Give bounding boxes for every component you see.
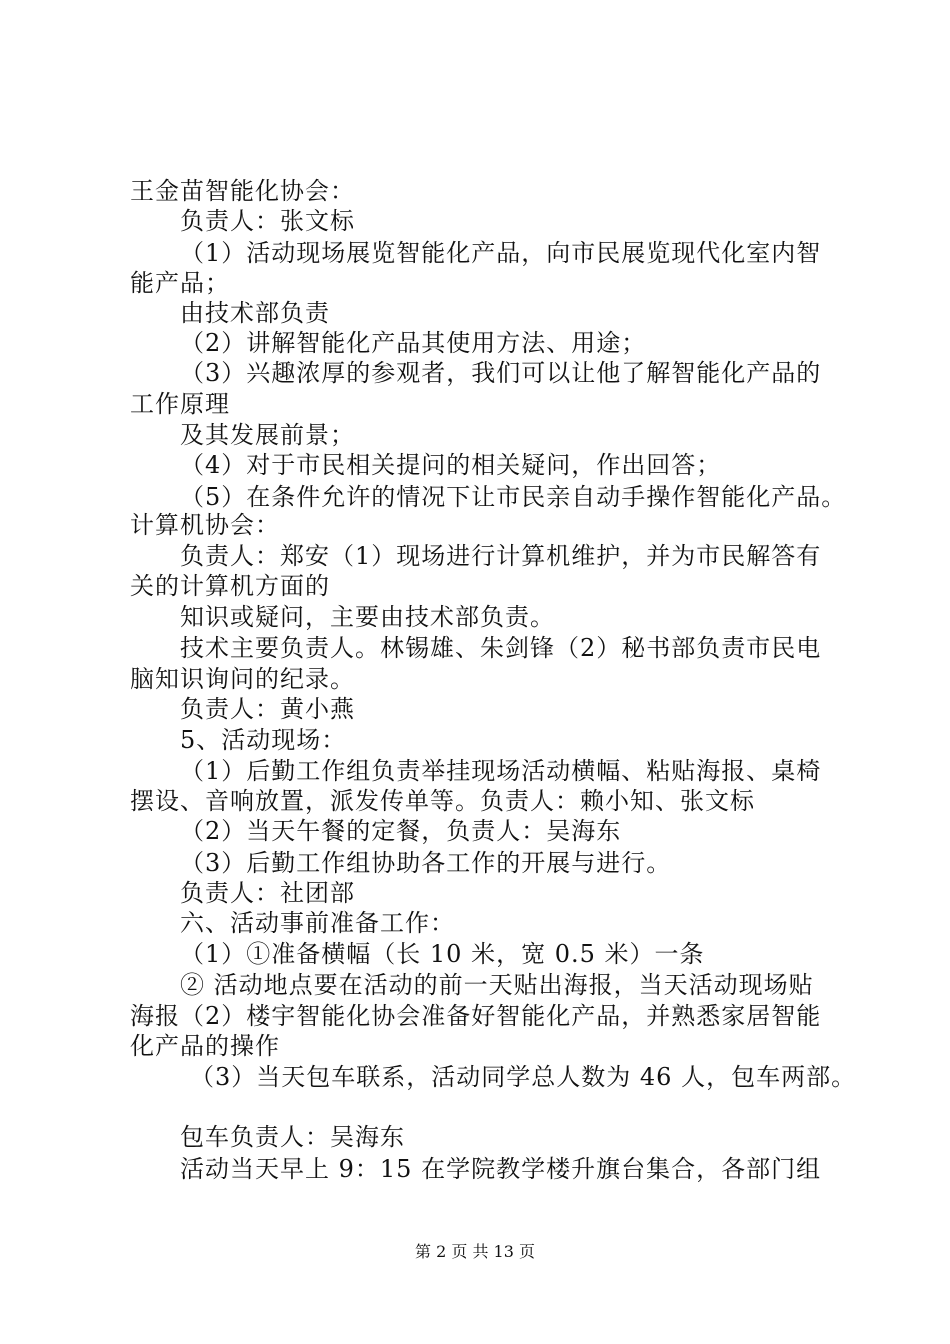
text-line: 脑知识询问的纪录。	[130, 665, 355, 693]
text-line: （1）后勤工作组负责举挂现场活动横幅、粘贴海报、桌椅	[180, 757, 822, 785]
text-line: 工作原理	[130, 390, 230, 418]
text-line: 摆设、音响放置，派发传单等。负责人：赖小知、张文标	[130, 787, 755, 815]
text-line: 由技术部负责	[180, 299, 330, 327]
text-line: 活动当天早上 9：15 在学院教学楼升旗台集合，各部门组	[180, 1155, 822, 1183]
text-line: 化产品的操作	[130, 1032, 280, 1060]
text-line: 技术主要负责人。林锡雄、朱剑锋（2）秘书部负责市民电	[180, 634, 822, 662]
text-line: （4）对于市民相关提问的相关疑问，作出回答；	[180, 451, 722, 479]
page-footer: 第 2 页 共 13 页	[415, 1242, 535, 1261]
text-line: （3）后勤工作组协助各工作的开展与进行。	[180, 849, 672, 877]
text-line: 负责人：张文标	[180, 207, 355, 235]
text-line: ② 活动地点要在活动的前一天贴出海报，当天活动现场贴	[180, 971, 814, 999]
text-line: （3）当天包车联系，活动同学总人数为 46 人，包车两部。	[190, 1063, 857, 1091]
text-line: 负责人：黄小燕	[180, 695, 355, 723]
text-line: 负责人：郑安（1）现场进行计算机维护，并为市民解答有	[180, 542, 822, 570]
text-line: （1）活动现场展览智能化产品，向市民展览现代化室内智	[180, 239, 822, 267]
section-heading-preparation: 六、活动事前准备工作：	[180, 909, 455, 937]
text-line: （5）在条件允许的情况下让市民亲自动手操作智能化产品。	[180, 483, 847, 511]
text-line: 关的计算机方面的	[130, 572, 330, 600]
text-line: 海报（2）楼宇智能化协会准备好智能化产品，并熟悉家居智能	[130, 1002, 822, 1030]
text-line: 知识或疑问，主要由技术部负责。	[180, 603, 555, 631]
text-line: （3）兴趣浓厚的参观者，我们可以让他了解智能化产品的	[180, 359, 822, 387]
text-line: 包车负责人：吴海东	[180, 1123, 405, 1151]
text-line: （2）当天午餐的定餐，负责人：吴海东	[180, 817, 622, 845]
section-heading-intelligent-association: 王金苗智能化协会：	[130, 177, 355, 205]
text-line: 及其发展前景；	[180, 421, 355, 449]
text-line: 负责人：社团部	[180, 879, 355, 907]
section-heading-event-site: 5、活动现场：	[180, 726, 347, 754]
text-line: 能产品；	[130, 269, 230, 297]
text-line: （1）①准备横幅（长 10 米，宽 0.5 米）一条	[180, 940, 705, 968]
section-heading-computer-association: 计算机协会：	[130, 511, 280, 539]
text-line: （2）讲解智能化产品其使用方法、用途；	[180, 329, 647, 357]
